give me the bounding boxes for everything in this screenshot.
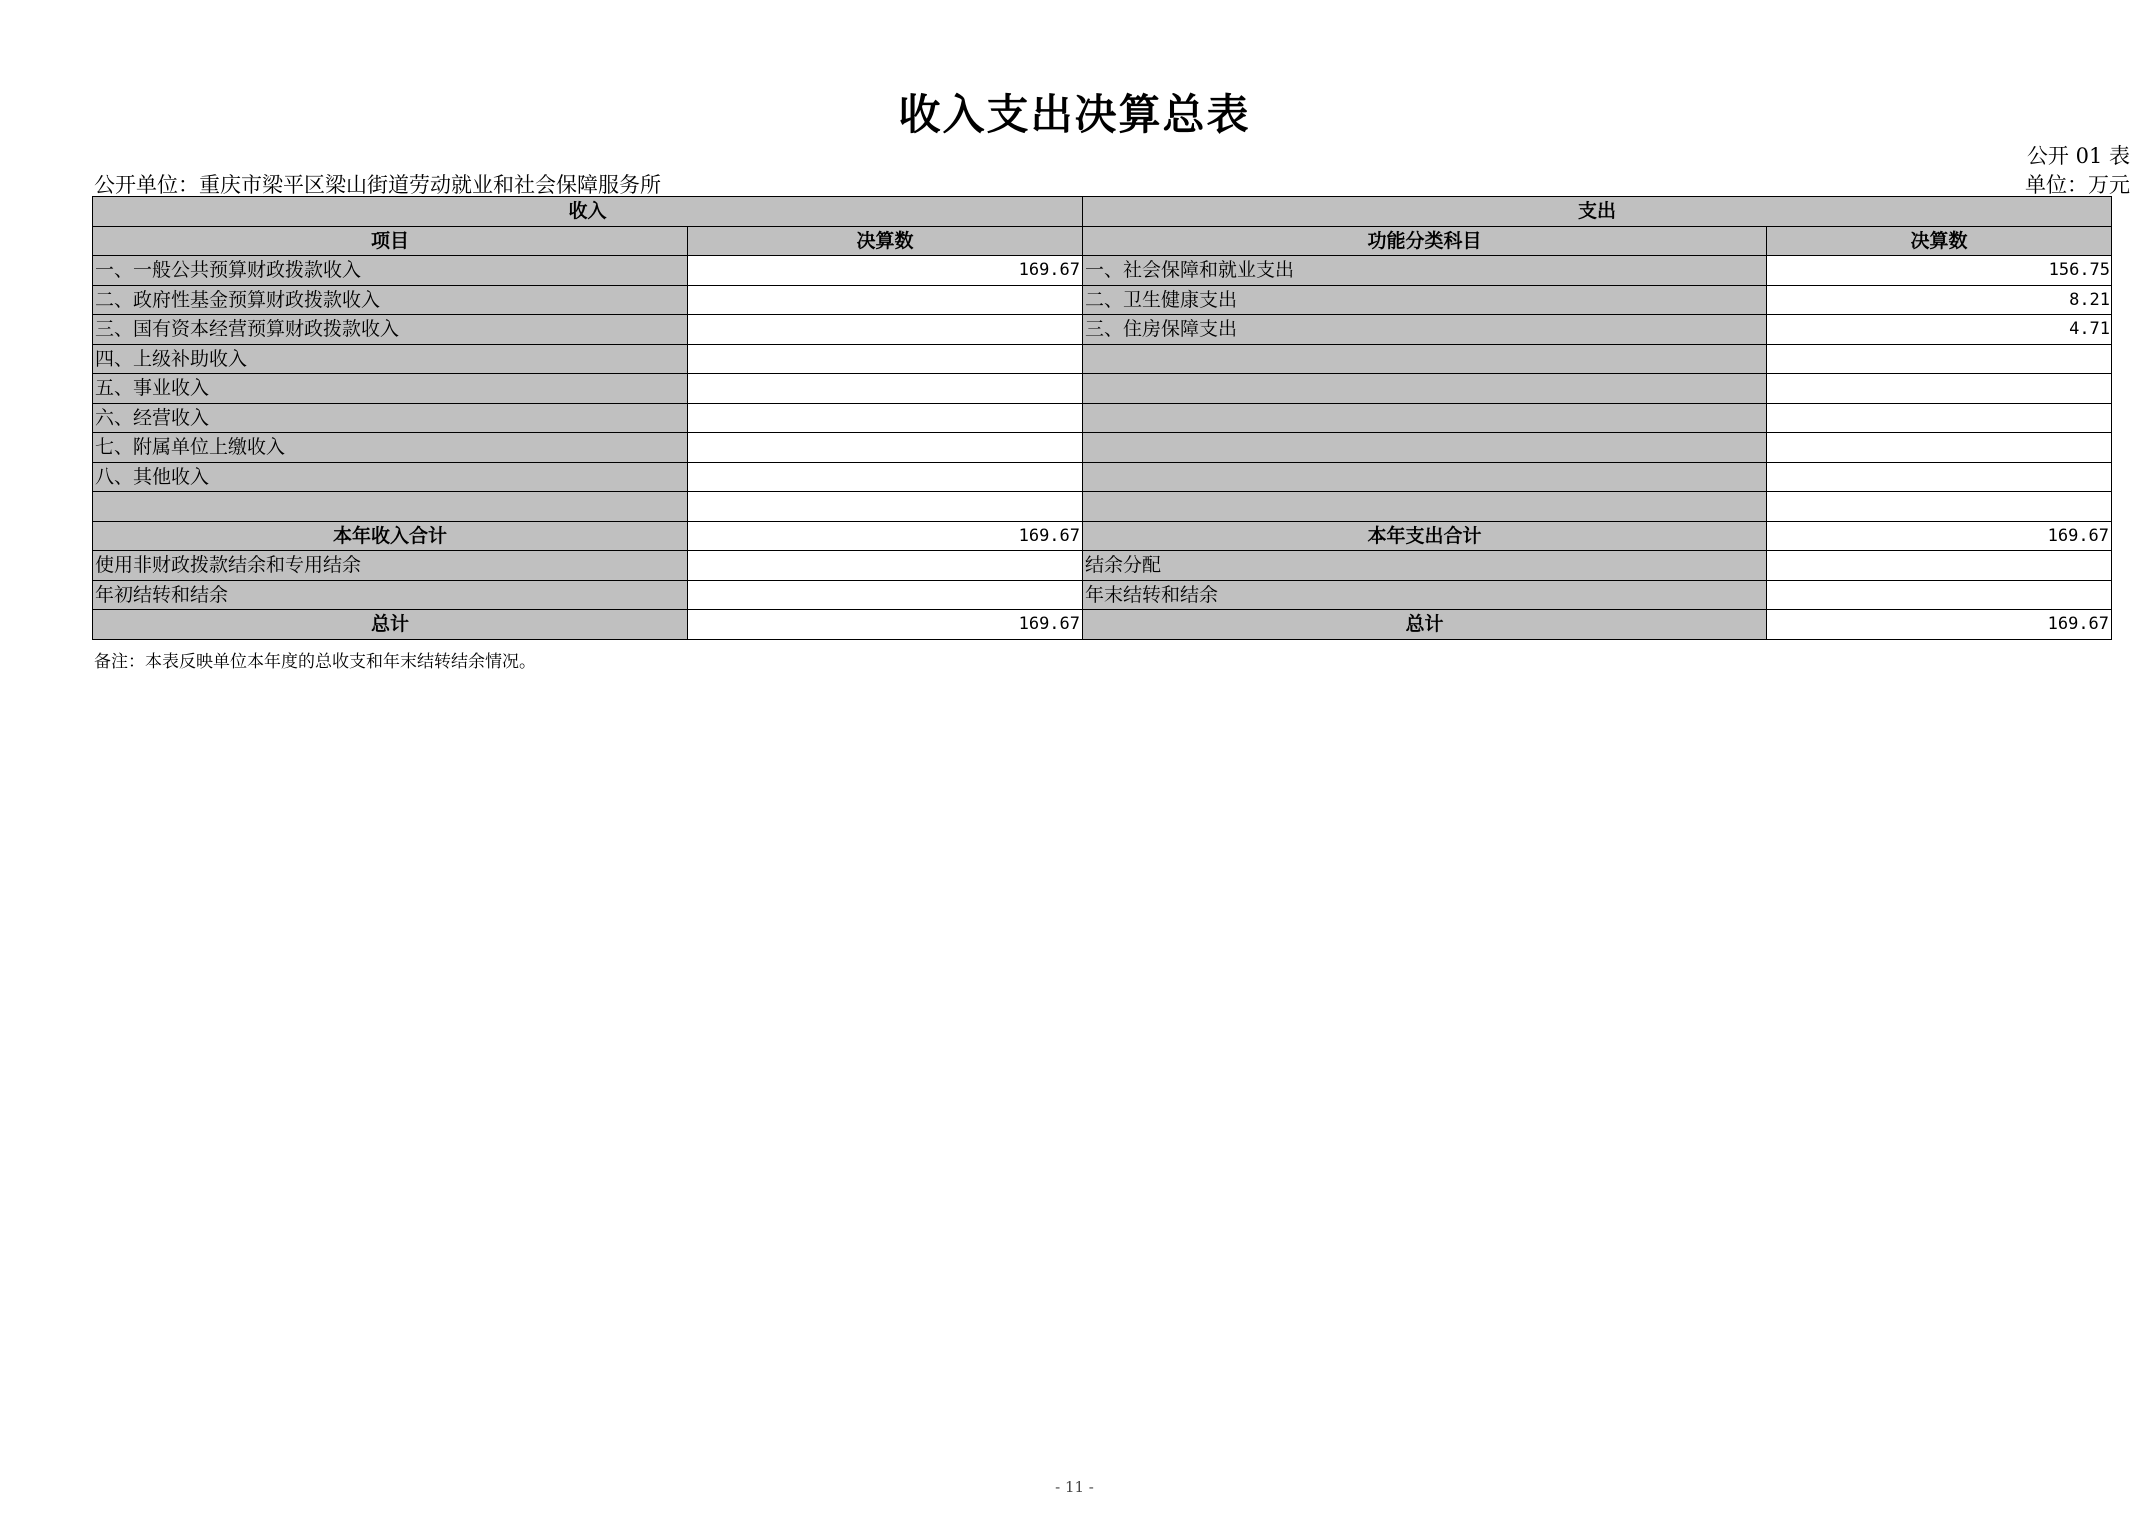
income-label: 年初结转和结余 <box>93 580 688 610</box>
grand-total-row <box>93 610 2112 640</box>
table-row <box>93 315 2112 345</box>
table-row <box>93 285 2112 315</box>
grand-income-total-label: 总计 <box>93 610 688 640</box>
expense-label <box>1083 403 1767 433</box>
income-label: 二、政府性基金预算财政拨款收入 <box>93 285 688 315</box>
income-value <box>688 374 1083 404</box>
expense-label: 三、住房保障支出 <box>1083 315 1767 345</box>
year-income-total-value: 169.67 <box>688 521 1083 551</box>
page-title: 收入支出决算总表 <box>898 90 1251 139</box>
func-category-header: 功能分类科目 <box>1083 226 1767 256</box>
header-row-sub <box>93 226 2112 256</box>
grand-income-total-value: 169.67 <box>688 610 1083 640</box>
table-row <box>93 492 2112 522</box>
income-value <box>688 492 1083 522</box>
income-value <box>688 580 1083 610</box>
expense-value: 4.71 <box>1767 315 2112 345</box>
expense-value <box>1767 344 2112 374</box>
expense-label <box>1083 344 1767 374</box>
income-label: 七、附属单位上缴收入 <box>93 433 688 463</box>
income-label: 六、经营收入 <box>93 403 688 433</box>
grand-expense-total-label: 总计 <box>1083 610 1767 640</box>
item-header: 项目 <box>93 226 688 256</box>
income-value <box>688 433 1083 463</box>
income-label: 五、事业收入 <box>93 374 688 404</box>
table-row <box>93 403 2112 433</box>
expense-label <box>1083 492 1767 522</box>
expense-label <box>1083 374 1767 404</box>
expense-label <box>1083 433 1767 463</box>
expense-value: 156.75 <box>1767 256 2112 286</box>
income-value <box>688 551 1083 581</box>
income-label: 使用非财政拨款结余和专用结余 <box>93 551 688 581</box>
income-value <box>688 344 1083 374</box>
income-expense-table <box>92 196 2112 640</box>
expense-value <box>1767 403 2112 433</box>
expense-value <box>1767 433 2112 463</box>
table-row <box>93 462 2112 492</box>
form-number: 公开 01 表 <box>2026 144 2130 168</box>
income-label: 八、其他收入 <box>93 462 688 492</box>
expense-value <box>1767 492 2112 522</box>
income-value <box>688 285 1083 315</box>
expense-label <box>1083 462 1767 492</box>
expense-value <box>1767 551 2112 581</box>
income-amount-header: 决算数 <box>688 226 1083 256</box>
expense-label: 二、卫生健康支出 <box>1083 285 1767 315</box>
table-row <box>93 344 2112 374</box>
expense-amount-header: 决算数 <box>1767 226 2112 256</box>
table-row <box>93 580 2112 610</box>
income-value <box>688 462 1083 492</box>
currency-unit: 单位：万元 <box>2025 173 2130 197</box>
income-label: 三、国有资本经营预算财政拨款收入 <box>93 315 688 345</box>
table-row <box>93 374 2112 404</box>
expense-label: 结余分配 <box>1083 551 1767 581</box>
income-value <box>688 403 1083 433</box>
year-total-row <box>93 521 2112 551</box>
header-row-top <box>93 197 2112 227</box>
expense-value <box>1767 462 2112 492</box>
expense-header: 支出 <box>1083 197 2112 227</box>
income-label <box>93 492 688 522</box>
table-row <box>93 433 2112 463</box>
income-value <box>688 315 1083 345</box>
expense-value <box>1767 580 2112 610</box>
table-row <box>93 551 2112 581</box>
expense-label: 一、社会保障和就业支出 <box>1083 256 1767 286</box>
page-number: - 11 - <box>1055 1478 1094 1496</box>
reporting-unit: 公开单位：重庆市梁平区梁山街道劳动就业和社会保障服务所 <box>94 173 661 197</box>
table-note: 备注：本表反映单位本年度的总收支和年末结转结余情况。 <box>94 652 536 672</box>
expense-value: 8.21 <box>1767 285 2112 315</box>
income-label: 一、一般公共预算财政拨款收入 <box>93 256 688 286</box>
year-expense-total-value: 169.67 <box>1767 521 2112 551</box>
income-label: 四、上级补助收入 <box>93 344 688 374</box>
expense-label: 年末结转和结余 <box>1083 580 1767 610</box>
grand-expense-total-value: 169.67 <box>1767 610 2112 640</box>
table-row <box>93 256 2112 286</box>
income-header: 收入 <box>93 197 1083 227</box>
year-expense-total-label: 本年支出合计 <box>1083 521 1767 551</box>
income-value: 169.67 <box>688 256 1083 286</box>
year-income-total-label: 本年收入合计 <box>93 521 688 551</box>
expense-value <box>1767 374 2112 404</box>
